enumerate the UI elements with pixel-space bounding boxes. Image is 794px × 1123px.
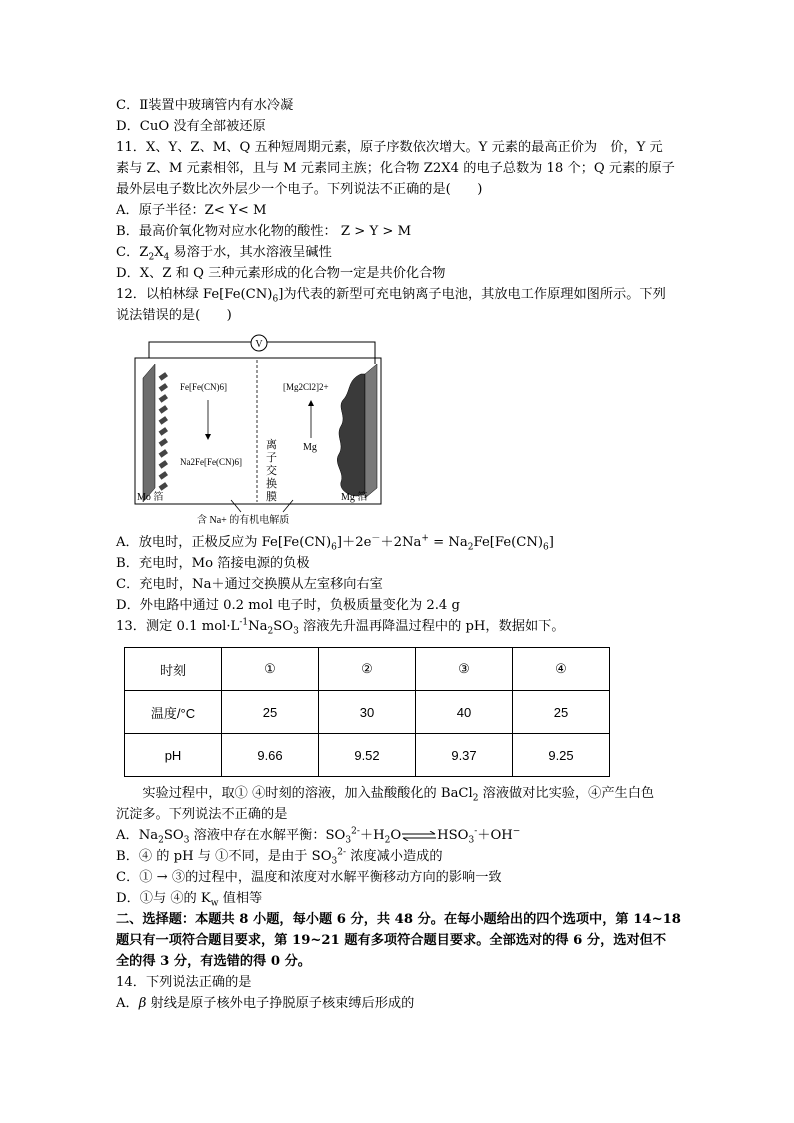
crystal-flake <box>159 438 168 447</box>
wire-right <box>267 342 375 364</box>
q14-option-a: A．β 射线是原子核外电子挣脱原子核束缚后形成的 <box>116 996 415 1011</box>
mg-foil-label: Mg 箔 <box>341 492 368 503</box>
mo-foil-electrode <box>143 364 155 502</box>
table-cell: 30 <box>319 691 416 734</box>
q11-stem-2: 素与 Z、M 元素相邻，且与 M 元素同主族；化合物 Z2X4 的电子总数为 18 个；Q 元素的原子 <box>116 161 675 176</box>
mg-foil <box>365 364 377 498</box>
electrolyte-pointer-right <box>283 500 293 512</box>
q13-stem: 13．测定 0.1 $mol\cdot L^{-1}Na_2SO_3$ 溶液先升温再降温过程中的 pH，数据如下。 <box>116 617 565 637</box>
ph-data-table <box>124 647 610 777</box>
q14-stem: 14．下列说法正确的是 <box>116 975 252 990</box>
membrane-char-3: 交 <box>266 465 277 477</box>
voltmeter-label: V <box>255 339 263 350</box>
table-cell: 9.37 <box>416 734 513 777</box>
membrane-char-5: 膜 <box>266 491 277 503</box>
q12-option-c: C．充电时，Na＋通过交换膜从左室移向右室 <box>116 577 383 592</box>
crystal-layer-icon <box>159 372 168 491</box>
membrane-char-4: 换 <box>266 478 277 490</box>
membrane-char-2: 子 <box>266 452 277 464</box>
table-cell: 9.66 <box>222 734 319 777</box>
table-cell: ① <box>222 648 319 691</box>
equilibrium-arrow-icon <box>401 831 437 841</box>
q13-option-a: A．$Na_2SO_3$ 溶液中存在水解平衡：$SO_3^{2-}+H_2O$ $HSO_3^-+OH^-$ <box>116 826 521 846</box>
crystal-flake <box>159 416 168 425</box>
q10-option-d: D．CuO 没有全部被还原 <box>116 119 266 134</box>
table-cell: ③ <box>416 648 513 691</box>
crystal-flake <box>159 405 168 414</box>
crystal-flake <box>159 427 168 436</box>
section-2-heading-1: 二、选择题：本题共 8 小题，每小题 6 分，共 48 分。在每小题给出的四个选项中，第 14~18 <box>116 912 681 927</box>
table-cell: 时刻 <box>125 648 222 691</box>
membrane-char-1: 离 <box>266 439 277 451</box>
q13-option-d: D．①与 ④的 $K_w$ 值相等 <box>116 891 263 909</box>
crystal-flake <box>159 460 168 469</box>
crystal-flake <box>159 383 168 392</box>
right-arrow-head-icon <box>308 400 314 406</box>
q11-option-a: A．原子半径：Z< Y< M <box>116 203 267 218</box>
table-cell: ④ <box>513 648 610 691</box>
wire-left <box>149 342 251 358</box>
section-2-heading-2: 题只有一项符合题目要求，第 19~21 题有多项符合题目要求。全部选对的得 6 分，选对但不 <box>116 933 667 948</box>
q13-option-b: B．④ 的 pH 与 ①不同，是由于 $SO_3^{2-}$ 浓度减小造成的 <box>116 847 443 867</box>
crystal-flake <box>159 482 168 491</box>
q11-option-c: C．$Z_2X_4$ 易溶于水，其水溶液呈碱性 <box>116 245 332 263</box>
q11-option-b: B．最高价氧化物对应水化物的酸性： Z > Y > M <box>116 224 412 239</box>
table-cell: 9.25 <box>513 734 610 777</box>
left-arrow-head-icon <box>205 434 211 440</box>
table-cell: 温度/°C <box>125 691 222 734</box>
q12-option-a: A．放电时，正极反应为 $Fe[Fe(CN)_6]+2e^-+2Na^+ = Na_2Fe[Fe(CN)_6]$ <box>116 533 554 553</box>
section-2-heading-3: 全的得 3 分，有选错的得 0 分。 <box>116 954 311 969</box>
crystal-flake <box>159 394 168 403</box>
table-cell: 25 <box>222 691 319 734</box>
left-top-species: Fe[Fe(CN)6] <box>180 382 227 392</box>
mo-foil-label: Mo 箔 <box>137 492 164 503</box>
table-cell: 25 <box>513 691 610 734</box>
table-row <box>125 734 610 777</box>
mg-electrode <box>337 374 365 496</box>
q12-stem-2: 说法错误的是( ) <box>116 308 232 323</box>
q13-paragraph-2: 沉淀多。下列说法不正确的是 <box>116 807 288 822</box>
table-header-row <box>125 648 610 691</box>
right-bottom-species: Mg <box>303 442 317 453</box>
crystal-flake <box>159 471 168 480</box>
crystal-flake <box>159 372 168 381</box>
battery-diagram <box>133 334 393 528</box>
table-cell: 9.52 <box>319 734 416 777</box>
q13-paragraph-1: 实验过程中，取① ④时刻的溶液，加入盐酸酸化的 BaCl$_2$ 溶液做对比实验，④产生白色 <box>116 786 655 804</box>
right-top-species: [Mg2Cl2]2+ <box>283 382 329 392</box>
q11-stem-1: 11．X、Y、Z、M、Q 五种短周期元素，原子序数依次增大。Y 元素的最高正价为 价，Y 元 <box>116 140 663 155</box>
q11-option-d: D．X、Z 和 Q 三种元素形成的化合物一定是共价化合物 <box>116 266 446 281</box>
electrolyte-label: 含 Na+ 的有机电解质 <box>197 515 290 526</box>
q12-option-b: B．充电时，Mo 箔接电源的负极 <box>116 556 310 571</box>
crystal-flake <box>159 449 168 458</box>
q12-stem-1: 12．以柏林绿 $Fe[Fe(CN)_6]$为代表的新型可充电钠离子电池，其放电工作原理如图所示。下列 <box>116 287 666 305</box>
table-cell: 40 <box>416 691 513 734</box>
left-bottom-species: Na2Fe[Fe(CN)6] <box>180 457 242 467</box>
table-cell: ② <box>319 648 416 691</box>
q12-option-d: D．外电路中通过 0.2 mol 电子时，负极质量变化为 2.4 g <box>116 598 460 613</box>
q11-stem-3: 最外层电子数比次外层少一个电子。下列说法不正确的是( ) <box>116 182 483 197</box>
table-row <box>125 691 610 734</box>
table-cell: pH <box>125 734 222 777</box>
q10-option-c: C．Ⅱ装置中玻璃管内有水冷凝 <box>116 98 294 113</box>
q13-option-c: C．① → ③的过程中，温度和浓度对水解平衡移动方向的影响一致 <box>116 870 502 885</box>
electrolyte-pointer-left <box>231 500 241 512</box>
